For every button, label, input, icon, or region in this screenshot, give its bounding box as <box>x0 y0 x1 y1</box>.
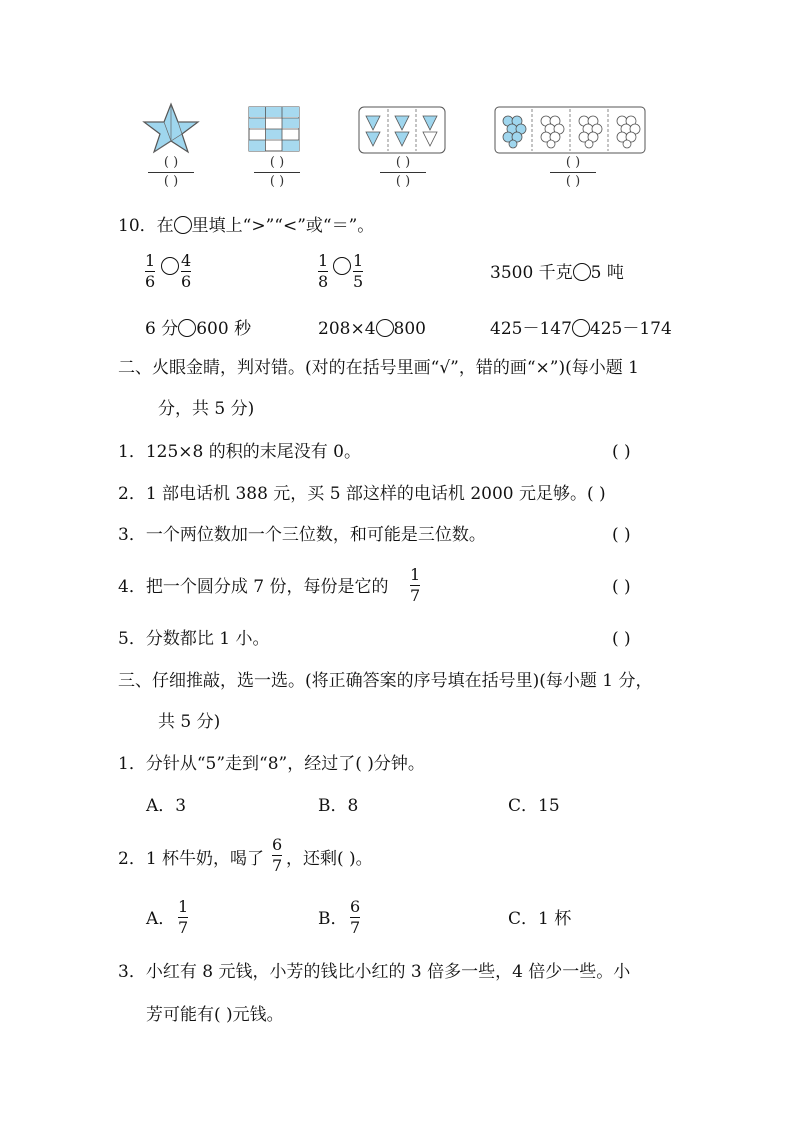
option-a[interactable]: A． <box>146 909 176 929</box>
fraction: 1 6 <box>145 251 156 291</box>
star-picture <box>142 102 200 154</box>
judge-item: 1．125×8 的积的末尾没有 0。 <box>118 442 361 462</box>
compare-item: 3500 千克 5 吨 <box>490 263 624 283</box>
judge-item: 2．1 部电话机 388 元，买 5 部这样的电话机 2000 元足够。( ) <box>118 484 606 504</box>
picture-fraction-blank: ( ) ( ) <box>254 156 300 189</box>
fraction: 6 7 <box>350 897 361 937</box>
choice-question-tail: ，还剩( )。 <box>286 849 373 869</box>
compare-item: 208×4 800 <box>318 319 426 339</box>
judge-item: 4．把一个圆分成 7 份，每份是它的 <box>118 577 389 597</box>
compare-item: 425－147 425－174 <box>490 319 672 339</box>
fraction: 1 8 <box>318 251 329 291</box>
answer-paren[interactable]: ( ) <box>612 577 631 597</box>
fraction: 1 7 <box>178 897 189 937</box>
choice-question-cont: 芳可能有( )元钱。 <box>146 1005 284 1025</box>
section2-title-cont: 分，共 5 分) <box>158 399 255 419</box>
compare-item: 6 分 600 秒 <box>145 319 252 339</box>
compare-circle-icon <box>174 216 192 234</box>
grid-picture <box>248 106 300 152</box>
q10-prompt: 10．在 里填上“>”“<”或“＝”。 <box>118 216 375 236</box>
compare-circle-icon[interactable] <box>333 257 351 275</box>
fraction: 1 5 <box>353 251 364 291</box>
section2-title: 二、火眼金睛，判对错。(对的在括号里画“√”，错的画“×”)(每小题 1 <box>118 358 639 378</box>
picture-fraction-blank: ( ) ( ) <box>380 156 426 189</box>
judge-item: 5．分数都比 1 小。 <box>118 629 270 649</box>
compare-circle-icon[interactable] <box>161 257 179 275</box>
answer-paren[interactable]: ( ) <box>612 629 631 649</box>
answer-paren[interactable]: ( ) <box>612 442 631 462</box>
grapes-picture <box>494 106 646 154</box>
answer-paren[interactable]: ( ) <box>612 525 631 545</box>
picture-fraction-blank: ( ) ( ) <box>148 156 194 189</box>
compare-circle-icon[interactable] <box>572 319 590 337</box>
option-b[interactable]: B．8 <box>318 796 359 816</box>
compare-circle-icon[interactable] <box>376 319 394 337</box>
option-c[interactable]: C．15 <box>508 796 560 816</box>
section3-title-cont: 共 5 分) <box>158 712 221 732</box>
choice-question: 2．1 杯牛奶，喝了 <box>118 849 265 869</box>
choice-question: 1．分针从“5”走到“8”，经过了( )分钟。 <box>118 754 425 774</box>
option-a[interactable]: A．3 <box>146 796 187 816</box>
fraction: 1 7 <box>410 565 421 605</box>
picture-fraction-blank: ( ) ( ) <box>550 156 596 189</box>
fraction: 6 7 <box>272 835 283 875</box>
judge-item: 3．一个两位数加一个三位数，和可能是三位数。 <box>118 525 486 545</box>
option-b[interactable]: B． <box>318 909 348 929</box>
section3-title: 三、仔细推敲，选一选。(将正确答案的序号填在括号里)(每小题 1 分， <box>118 671 653 691</box>
option-c[interactable]: C．1 杯 <box>508 909 572 929</box>
compare-circle-icon[interactable] <box>573 263 591 281</box>
fraction: 4 6 <box>181 251 192 291</box>
strawberries-picture <box>358 106 446 154</box>
choice-question: 3．小红有 8 元钱，小芳的钱比小红的 3 倍多一些，4 倍少一些。小 <box>118 962 631 982</box>
compare-circle-icon[interactable] <box>178 319 196 337</box>
